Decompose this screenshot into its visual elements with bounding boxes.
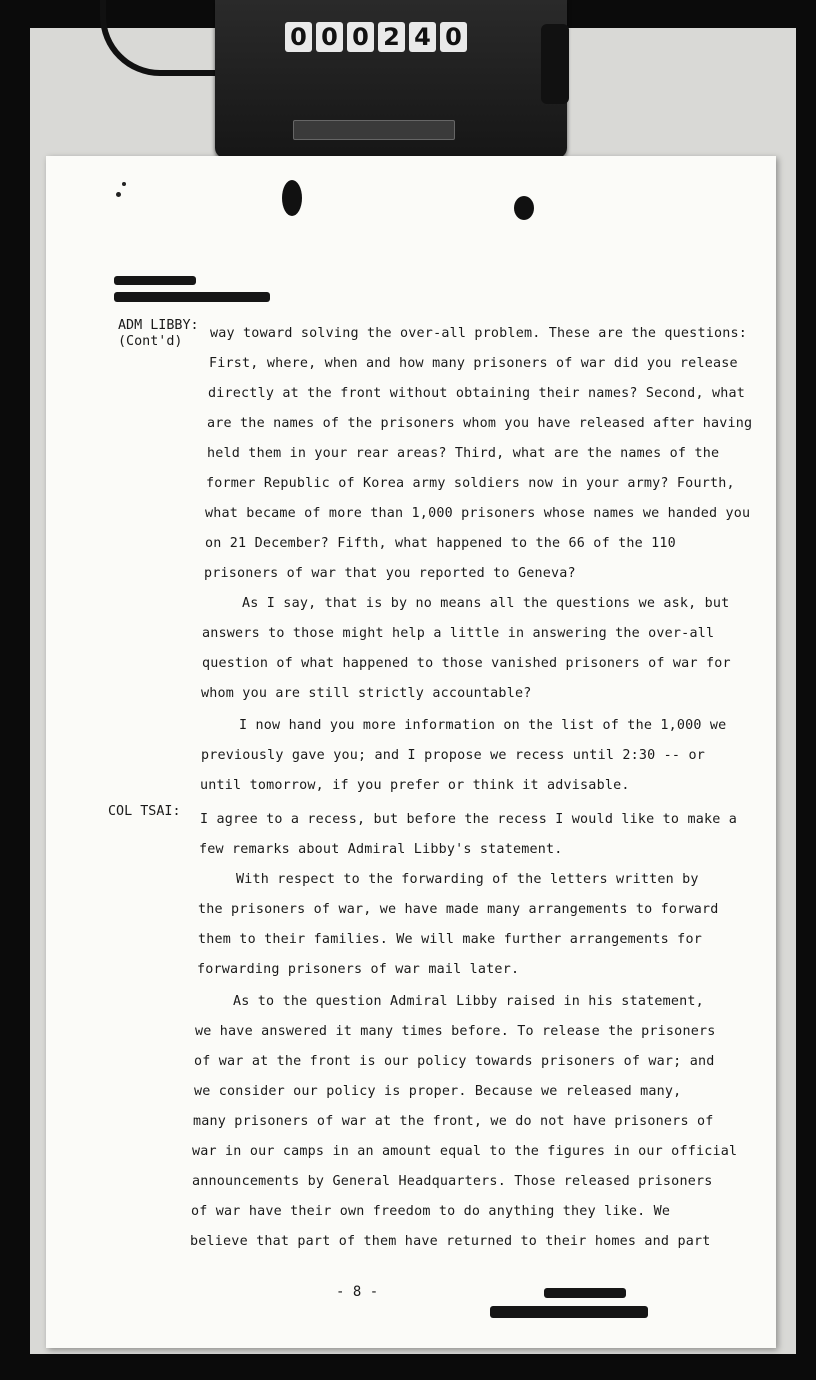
counter-digit: 0 xyxy=(285,22,312,52)
text-line: As I say, that is by no means all the questions we ask, but xyxy=(242,596,730,611)
speaker-contd-label: (Cont'd) xyxy=(118,334,183,349)
text-line: we consider our policy is proper. Because we released many, xyxy=(194,1084,682,1099)
text-line: of war at the front is our policy towards prisoners of war; and xyxy=(194,1054,715,1069)
text-line: I agree to a recess, but before the recess I would like to make a xyxy=(200,812,738,827)
text-line: With respect to the forwarding of the letters written by xyxy=(236,872,699,887)
text-line: First, where, when and how many prisoners of war did you release xyxy=(209,356,738,371)
ink-spot xyxy=(116,192,121,197)
counter-knob xyxy=(541,24,569,104)
redaction-bar xyxy=(114,276,196,285)
text-line: prisoners of war that you reported to Geneva? xyxy=(204,566,576,581)
text-line: are the names of the prisoners whom you have released after having xyxy=(207,416,753,431)
redaction-bar xyxy=(490,1306,648,1318)
speaker-label-libby: ADM LIBBY: xyxy=(118,318,199,333)
text-line: on 21 December? Fifth, what happened to the 66 of the 110 xyxy=(205,536,676,551)
text-line: question of what happened to those vanished prisoners of war for xyxy=(202,656,731,671)
frame-counter xyxy=(215,0,567,158)
text-line: announcements by General Headquarters. Those released prisoners xyxy=(192,1174,713,1189)
frame-counter-digits xyxy=(285,22,467,54)
text-line: many prisoners of war at the front, we do not have prisoners of xyxy=(193,1114,714,1129)
counter-digit: 0 xyxy=(316,22,343,52)
text-line: whom you are still strictly accountable? xyxy=(201,686,532,701)
punch-hole xyxy=(514,196,534,220)
redaction-bar xyxy=(544,1288,626,1298)
text-line: until tomorrow, if you prefer or think it advisable. xyxy=(200,778,630,793)
text-line: what became of more than 1,000 prisoners whose names we handed you xyxy=(205,506,751,521)
text-line: believe that part of them have returned to their homes and part xyxy=(190,1234,711,1249)
text-line: I now hand you more information on the list of the 1,000 we xyxy=(239,718,727,733)
text-line: of war have their own freedom to do anything they like. We xyxy=(191,1204,671,1219)
text-line: previously gave you; and I propose we recess until 2:30 -- or xyxy=(201,748,705,763)
page-number: - 8 - xyxy=(336,1284,379,1300)
speaker-label-tsai: COL TSAI: xyxy=(108,804,181,819)
text-line: held them in your rear areas? Third, what are the names of the xyxy=(207,446,720,461)
text-line: the prisoners of war, we have made many arrangements to forward xyxy=(198,902,719,917)
punch-hole xyxy=(282,180,302,216)
redaction-bar xyxy=(114,292,270,302)
text-line: war in our camps in an amount equal to the figures in our official xyxy=(192,1144,738,1159)
document-page xyxy=(46,156,776,1348)
text-line: answers to those might help a little in answering the over-all xyxy=(202,626,715,641)
counter-digit: 0 xyxy=(440,22,467,52)
counter-digit: 4 xyxy=(409,22,436,52)
counter-digit: 0 xyxy=(347,22,374,52)
text-line: forwarding prisoners of war mail later. xyxy=(197,962,520,977)
text-line: few remarks about Admiral Libby's statement. xyxy=(199,842,563,857)
text-line: we have answered it many times before. To release the prisoners xyxy=(195,1024,716,1039)
text-line: former Republic of Korea army soldiers now in your army? Fourth, xyxy=(206,476,735,491)
counter-digit: 2 xyxy=(378,22,405,52)
text-line: them to their families. We will make further arrangements for xyxy=(198,932,702,947)
counter-plate xyxy=(293,120,455,140)
ink-spot xyxy=(122,182,126,186)
text-line: As to the question Admiral Libby raised in his statement, xyxy=(233,994,704,1009)
text-line: way toward solving the over-all problem. These are the questions: xyxy=(210,326,748,341)
text-line: directly at the front without obtaining their names? Second, what xyxy=(208,386,746,401)
